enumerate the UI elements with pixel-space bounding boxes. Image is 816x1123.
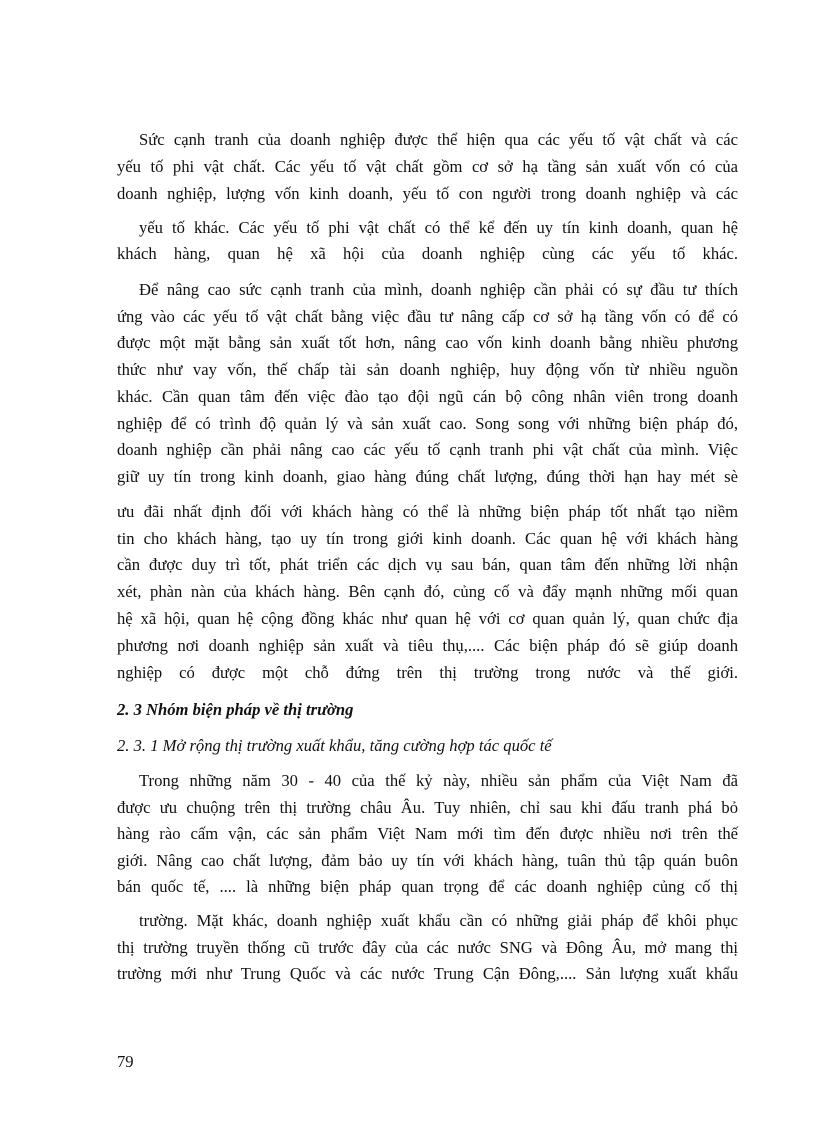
paragraph-2-line-15: nghiệp có được một chỗ đứng trên thị trường trong nước và thế giới. xyxy=(117,663,738,682)
paragraph-2-line-2: ứng vào các yếu tố vật chất bằng việc đầu tư nâng cấp cơ sở hạ tầng vốn có để có xyxy=(117,307,738,326)
paragraph-2-line-14: phương nơi doanh nghiệp sản xuất và tiêu thụ,.... Các biện pháp đó sẽ giúp doanh xyxy=(117,636,738,655)
paragraph-1-line-4: yếu tố khác. Các yếu tố phi vật chất có thể kể đến uy tín kinh doanh, quan hệ xyxy=(139,218,738,237)
paragraph-2-line-6: nghiệp để có trình độ quản lý và sản xuất cao. Song song với những biện pháp đó, xyxy=(117,414,738,433)
paragraph-3-line-6: trường. Mặt khác, doanh nghiệp xuất khẩu cần có những giải pháp để khôi phục xyxy=(139,911,738,930)
paragraph-3-line-2: được ưu chuộng trên thị trường châu Âu. Tuy nhiên, chỉ sau khi đấu tranh phá bỏ xyxy=(117,798,738,817)
paragraph-2-line-10: tin cho khách hàng, tạo uy tín trong giới kinh doanh. Các quan hệ với khách hàng xyxy=(117,529,738,548)
paragraph-3-line-3: hàng rào cấm vận, các sản phẩm Việt Nam mới tìm đến được nhiều nơi trên thế xyxy=(117,824,738,843)
paragraph-2-line-9: ưu đãi nhất định đối với khách hàng có thể là những biện pháp tốt nhất tạo niềm xyxy=(117,502,738,521)
paragraph-3-line-7: thị trường truyền thống cũ trước đây của các nước SNG và Đông Âu, mở mang thị xyxy=(117,938,738,957)
paragraph-2-line-1: Để nâng cao sức cạnh tranh của mình, doanh nghiệp cần phải có sự đầu tư thích xyxy=(139,280,738,299)
paragraph-2-line-13: hệ xã hội, quan hệ cộng đồng khác như quan hệ với cơ quan quản lý, quan chức địa xyxy=(117,609,738,628)
paragraph-2-line-8: giữ uy tín trong kinh doanh, giao hàng đúng chất lượng, đúng thời hạn hay mét sè xyxy=(117,467,738,486)
paragraph-2-line-5: khác. Cần quan tâm đến việc đào tạo đội ngũ cán bộ công nhân viên trong doanh xyxy=(117,387,738,406)
paragraph-1-line-5: khách hàng, quan hệ xã hội của doanh nghiệp cùng các yếu tố khác. xyxy=(117,244,738,263)
paragraph-1-line-3: doanh nghiệp, lượng vốn kinh doanh, yếu tố con người trong doanh nghiệp và các xyxy=(117,184,738,203)
paragraph-3-line-5: bán quốc tế, .... là những biện pháp quan trọng để các doanh nghiệp củng cố thị xyxy=(117,877,738,896)
paragraph-2-line-12: xét, phàn nàn của khách hàng. Bên cạnh đó, củng cố và đẩy mạnh những mối quan xyxy=(117,582,738,601)
paragraph-1-line-2: yếu tố phi vật chất. Các yếu tố vật chất gồm cơ sở hạ tầng sản xuất vốn có của xyxy=(117,157,738,176)
paragraph-2-line-4: thức như vay vốn, thế chấp tài sản doanh nghiệp, huy động vốn từ nhiều nguồn xyxy=(117,360,738,379)
paragraph-3-line-1: Trong những năm 30 - 40 của thế kỷ này, nhiều sản phẩm của Việt Nam đã xyxy=(139,771,738,790)
page-number: 79 xyxy=(117,1052,134,1071)
paragraph-2-line-11: cần được duy trì tốt, phát triển các dịch vụ sau bán, quan tâm đến những lời nhận xyxy=(117,555,738,574)
paragraph-1-line-1: Sức cạnh tranh của doanh nghiệp được thể hiện qua các yếu tố vật chất và các xyxy=(139,130,738,149)
paragraph-2-line-7: doanh nghiệp cần phải nâng cao các yếu tố cạnh tranh phi vật chất của mình. Việc xyxy=(117,440,738,459)
paragraph-2-line-3: được một mặt bằng sản xuất tốt hơn, nâng cao vốn kinh doanh bằng nhiều phương xyxy=(117,333,738,352)
subsection-heading: 2. 3. 1 Mở rộng thị trường xuất khẩu, tăng cường hợp tác quốc tế xyxy=(117,736,552,755)
paragraph-3-line-4: giới. Nâng cao chất lượng, đảm bảo uy tín với khách hàng, tuân thủ tập quán buôn xyxy=(117,851,738,870)
paragraph-3-line-8: trường mới như Trung Quốc và các nước Trung Cận Đông,.... Sản lượng xuất khẩu xyxy=(117,964,738,983)
section-heading: 2. 3 Nhóm biện pháp về thị trường xyxy=(117,700,354,719)
